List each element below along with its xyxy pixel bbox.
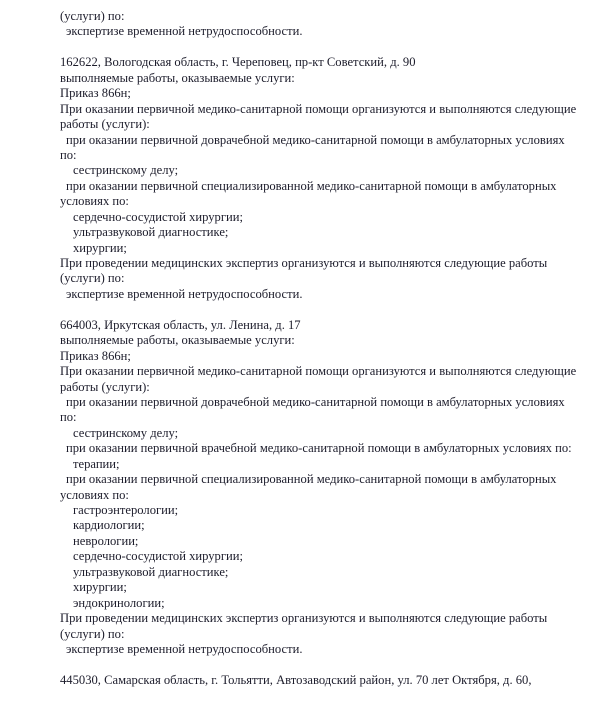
document-line: при оказании первичной специализированной медико-санитарной помощи в амбулаторных: [66, 472, 557, 487]
document-line: При оказании первичной медико-санитарной помощи организуются и выполняются следующие: [60, 364, 577, 379]
document-line: (услуги) по:: [60, 626, 125, 641]
document-line: ультразвуковой диагностике;: [73, 564, 229, 579]
document-line: при оказании первичной доврачебной медико-санитарной помощи в амбулаторных условиях: [66, 394, 565, 409]
document-line: при оказании первичной врачебной медико-санитарной помощи в амбулаторных условиях по:: [66, 441, 572, 456]
document-line: При оказании первичной медико-санитарной помощи организуются и выполняются следующие: [60, 101, 577, 116]
document-line: Приказ 866н;: [60, 86, 131, 101]
document-line: ультразвуковой диагностике;: [73, 225, 229, 240]
entry-continuation-top: [60, 9, 570, 40]
document-line: при оказании первичной специализированной медико-санитарной помощи в амбулаторных: [66, 178, 557, 193]
document-line: сестринскому делу;: [73, 163, 179, 178]
document-line: (услуги) по:: [60, 9, 125, 23]
document-line: экспертизе временной нетрудоспособности.: [66, 24, 303, 39]
document-line: сестринскому делу;: [73, 425, 179, 440]
entry-cherepovets: [60, 55, 577, 302]
document-line: терапии;: [73, 456, 120, 471]
document-line: сердечно-сосудистой хирургии;: [73, 209, 244, 224]
document-line: хирургии;: [73, 580, 127, 595]
document-line: кардиологии;: [73, 518, 145, 533]
document-line: хирургии;: [73, 240, 127, 255]
entry-irkutsk: [60, 317, 577, 658]
document-line: 162622, Вологодская область, г. Череповец, пр-кт Советский, д. 90: [60, 55, 416, 70]
document-line: При проведении медицинских экспертиз организуются и выполняются следующие работы: [60, 611, 548, 626]
document-line: по:: [60, 147, 77, 162]
document-line: экспертизе временной нетрудоспособности.: [66, 641, 303, 656]
document-line: сердечно-сосудистой хирургии;: [73, 549, 244, 564]
document-line: (услуги) по:: [60, 271, 125, 286]
document-line: работы (услуги):: [60, 379, 150, 394]
document-line: экспертизе временной нетрудоспособности.: [66, 286, 303, 301]
document-line: работы (услуги):: [60, 117, 150, 132]
document-line: 664003, Иркутская область, ул. Ленина, д. 17: [60, 317, 301, 332]
document-line: условиях по:: [60, 487, 129, 502]
document-line: эндокринологии;: [73, 595, 165, 610]
document-line: Приказ 866н;: [60, 348, 131, 363]
entry-tolyatti: [60, 673, 570, 688]
document-line: условиях по:: [60, 194, 129, 209]
document-line: выполняемые работы, оказываемые услуги:: [60, 70, 295, 85]
document-line: неврологии;: [73, 533, 139, 548]
document-line: 445030, Самарская область, г. Тольятти, Автозаводский район, ул. 70 лет Октября, д. 60,: [60, 672, 532, 687]
document-line: При проведении медицинских экспертиз организуются и выполняются следующие работы: [60, 256, 548, 270]
document-line: по:: [60, 410, 77, 425]
document-line: при оказании первичной доврачебной медико-санитарной помощи в амбулаторных условиях: [66, 132, 565, 147]
document-line: выполняемые работы, оказываемые услуги:: [60, 333, 295, 348]
document-text-content: [60, 9, 577, 688]
document-line: гастроэнтерологии;: [73, 503, 179, 517]
